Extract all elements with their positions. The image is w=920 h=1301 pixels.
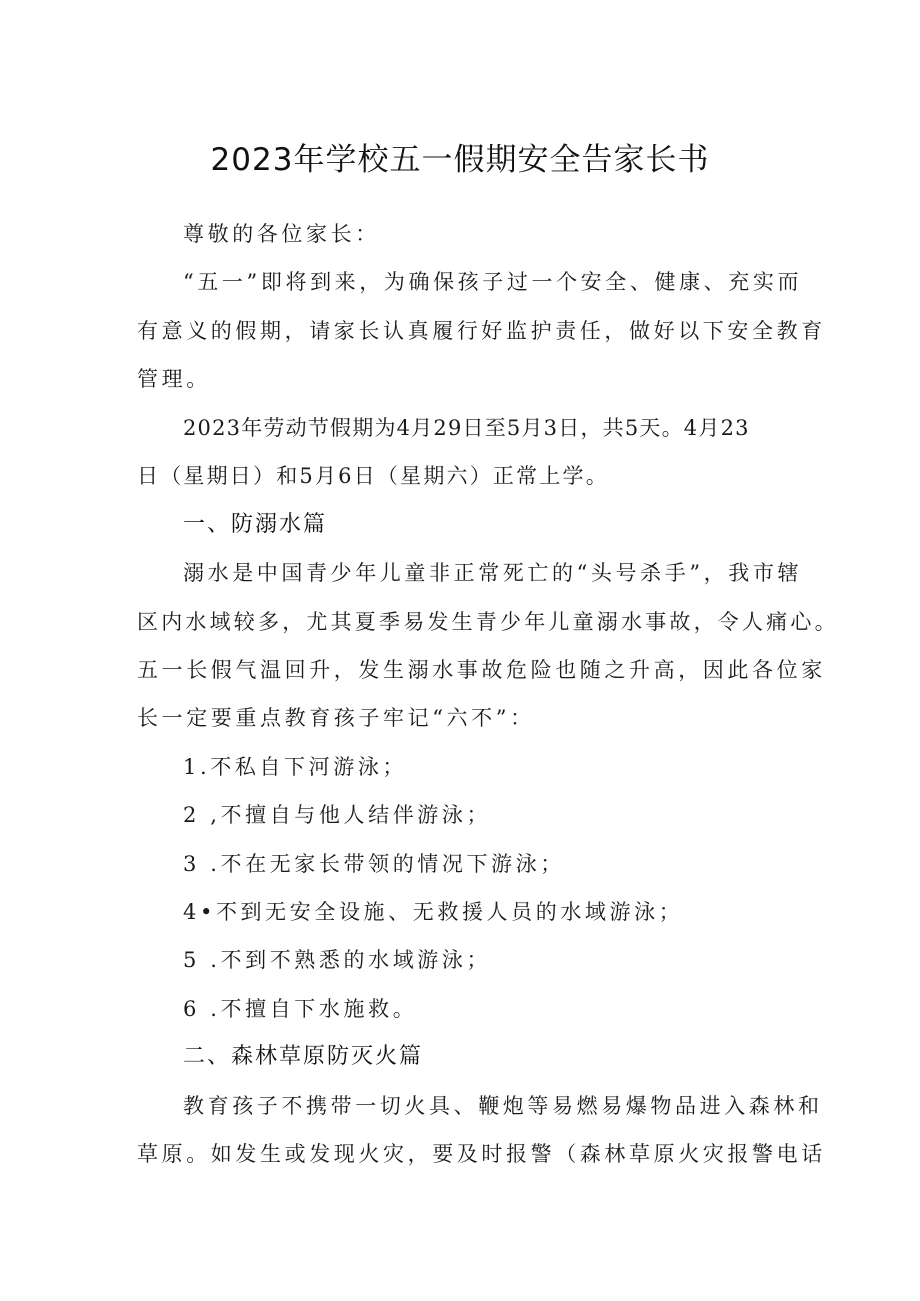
list-item: 1.不私自下河游泳； bbox=[183, 755, 408, 779]
list-item: 5 .不到不熟悉的水域游泳； bbox=[183, 948, 492, 972]
section-1-para-line-1: 溺水是中国青少年儿童非正常死亡的“头号杀手”，我市辖 bbox=[183, 561, 803, 585]
schedule-line-2: 日（星期日）和5月6日（星期六）正常上学。 bbox=[137, 464, 609, 488]
section-1-heading: 一、防溺水篇 bbox=[183, 512, 328, 537]
section-1-para-line-3: 五一长假气温回升，发生溺水事故危险也随之升高，因此各位家 bbox=[137, 658, 826, 682]
document-title: 2023年学校五一假期安全告家长书 bbox=[210, 142, 710, 178]
intro-line-2: 有意义的假期，请家长认真履行好监护责任，做好以下安全教育 bbox=[137, 319, 826, 343]
section-1-para-line-2: 区内水域较多，尤其夏季易发生青少年儿童溺水事故，令人痛心。 bbox=[137, 610, 839, 634]
list-item: 3 .不在无家长带领的情况下游泳； bbox=[183, 852, 565, 876]
salutation: 尊敬的各位家长： bbox=[183, 222, 380, 246]
section-2-heading: 二、森林草原防灭火篇 bbox=[183, 1044, 424, 1069]
intro-line-3: 管理。 bbox=[137, 367, 211, 391]
section-2-para-line-1: 教育孩子不携带一切火具、鞭炮等易燃易爆物品进入森林和 bbox=[183, 1094, 823, 1118]
section-1-para-line-4: 长一定要重点教育孩子牢记“六不”： bbox=[137, 706, 535, 730]
list-item: 6 .不擅自下水施救。 bbox=[183, 997, 418, 1021]
list-item: 4•不到无安全设施、无救援人员的水域游泳； bbox=[183, 900, 684, 924]
schedule-line-1: 2023年劳动节假期为4月29日至5月3日，共5天。4月23 bbox=[183, 416, 750, 440]
intro-line-1: “五一”即将到来，为确保孩子过一个安全、健康、充实而 bbox=[183, 270, 803, 294]
list-item: 2 ,不擅自与他人结伴游泳； bbox=[183, 803, 492, 827]
section-2-para-line-2: 草原。如发生或发现火灾，要及时报警（森林草原火灾报警电话 bbox=[137, 1142, 826, 1166]
